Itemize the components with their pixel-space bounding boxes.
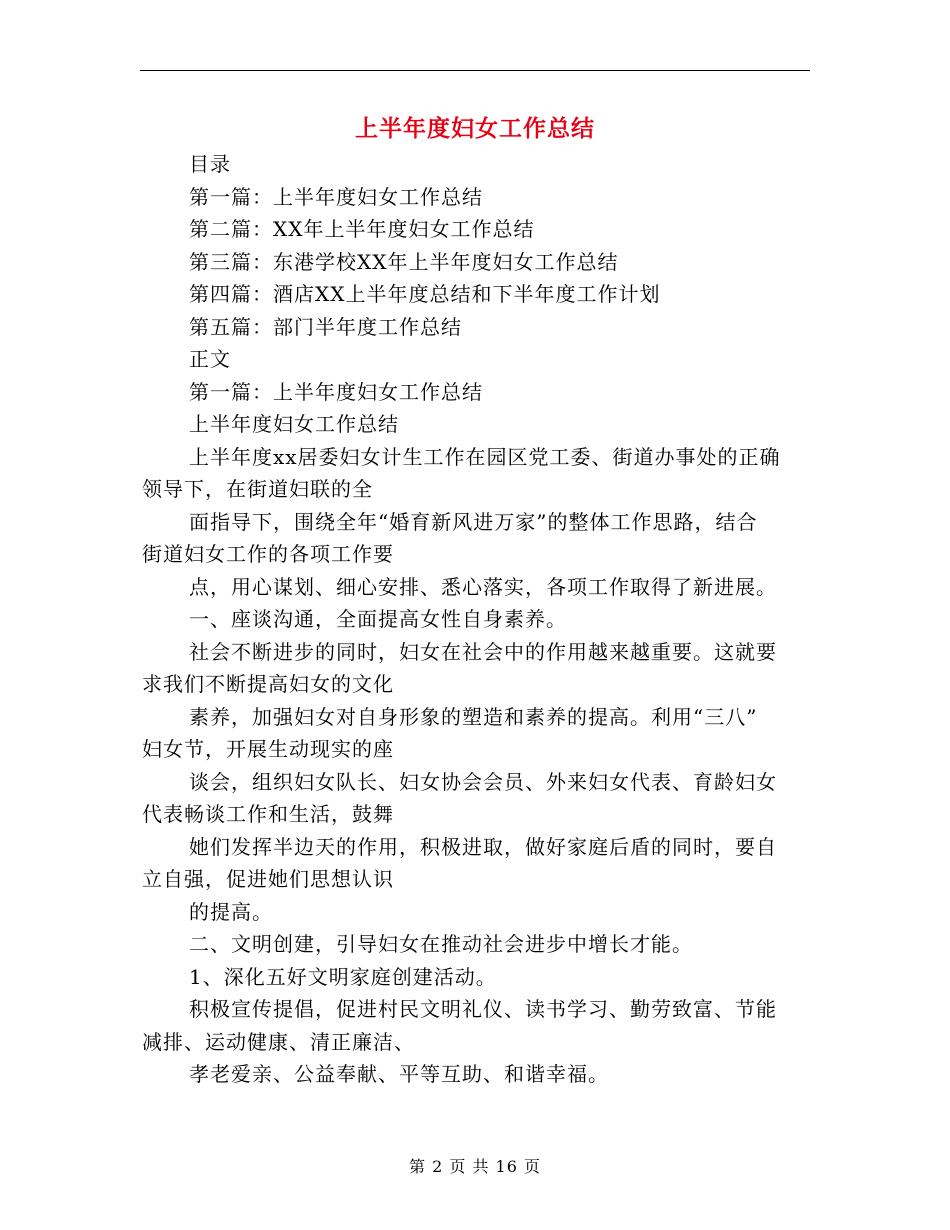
- body-line: 上半年度xx居委妇女计生工作在园区党工委、街道办事处的正确: [189, 444, 781, 469]
- body-line: 第三篇：东港学校XX年上半年度妇女工作总结: [189, 249, 619, 274]
- body-line: 二、文明创建，引导妇女在推动社会进步中增长才能。: [189, 932, 693, 956]
- body-line: 正文: [189, 347, 231, 371]
- body-line: 谈会，组织妇女队长、妇女协会会员、外来妇女代表、育龄妇女: [189, 769, 777, 794]
- body-line: 第四篇：酒店XX上半年度总结和下半年度工作计划: [189, 282, 661, 306]
- body-line: 点，用心谋划、细心安排、悉心落实，各项工作取得了新进展。: [189, 574, 777, 599]
- body-line: 目录: [189, 152, 231, 176]
- body-line: 积极宣传提倡，促进村民文明礼仪、读书学习、勤劳致富、节能: [189, 997, 777, 1021]
- page-number: 第 2 页 共 16 页: [409, 1157, 541, 1176]
- body-line: 立自强，促进她们思想认识: [142, 867, 394, 891]
- body-line: 减排、运动健康、清正廉洁、: [142, 1029, 415, 1054]
- body-line: 社会不断进步的同时，妇女在社会中的作用越来越重要。这就要: [189, 639, 777, 664]
- body-line: 第五篇：部门半年度工作总结: [189, 314, 462, 339]
- header-rule: [140, 70, 810, 71]
- body-line: 第一篇：上半年度妇女工作总结: [189, 184, 483, 209]
- body-line: 妇女节，开展生动现实的座: [142, 737, 394, 761]
- body-line: 一、座谈沟通，全面提高女性自身素养。: [189, 607, 567, 631]
- body-line: 的提高。: [189, 899, 273, 924]
- document-body: [142, 148, 802, 1091]
- body-line: 1、深化五好文明家庭创建活动。: [189, 964, 497, 989]
- body-line: 她们发挥半边天的作用，积极进取，做好家庭后盾的同时，要自: [189, 834, 777, 859]
- body-line: 领导下，在街道妇联的全: [142, 477, 373, 501]
- body-line: 代表畅谈工作和生活，鼓舞: [142, 802, 394, 826]
- body-line: 第一篇：上半年度妇女工作总结: [189, 379, 483, 404]
- body-line: 素养，加强妇女对自身形象的塑造和素养的提高。利用“三八”: [189, 704, 758, 729]
- body-line: 面指导下，围绕全年“婚育新风进万家”的整体工作思路，结合: [189, 509, 758, 534]
- body-line: 第二篇：XX年上半年度妇女工作总结: [189, 217, 535, 241]
- body-line: 孝老爱亲、公益奉献、平等互助、和谐幸福。: [189, 1062, 609, 1086]
- document-title: 上半年度妇女工作总结: [355, 115, 595, 142]
- body-line: 上半年度妇女工作总结: [189, 412, 399, 436]
- body-line: 街道妇女工作的各项工作要: [142, 542, 394, 566]
- body-line: 求我们不断提高妇女的文化: [142, 672, 394, 696]
